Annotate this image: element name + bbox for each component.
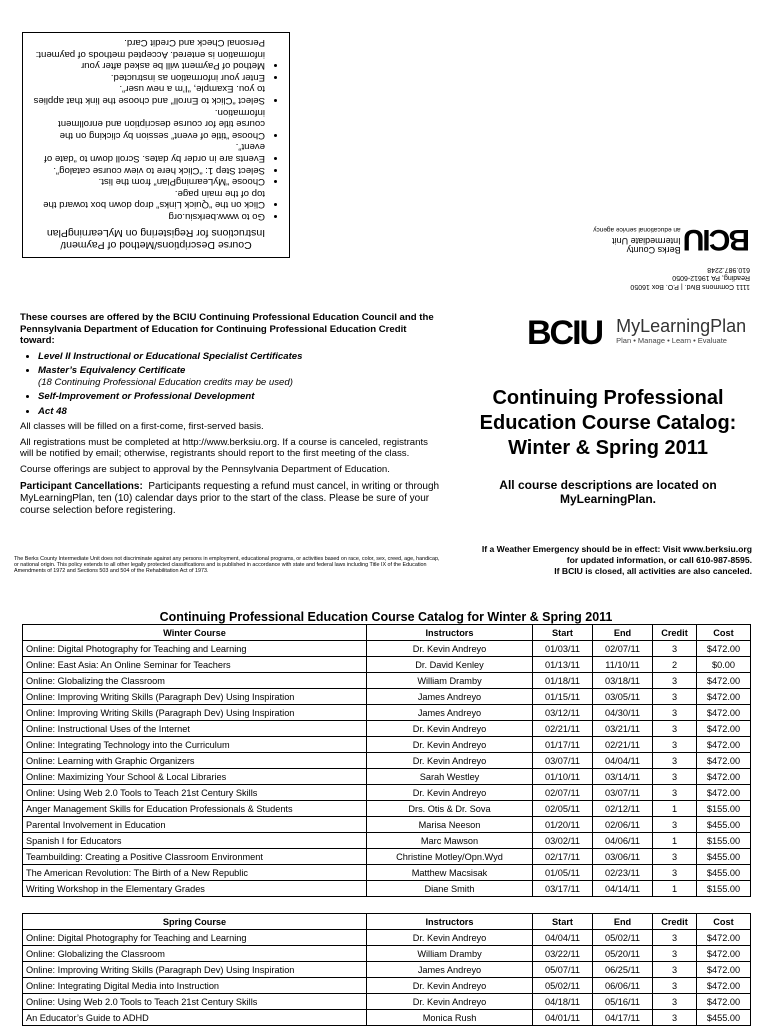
table-cell: 01/03/11 [533, 641, 593, 657]
column-header: Cost [697, 914, 751, 930]
table-cell: 3 [653, 673, 697, 689]
table-cell: 02/05/11 [533, 801, 593, 817]
table-cell: Dr. Kevin Andreyo [367, 978, 533, 994]
instruction-step: • Choose “MyLearningPlan” from the list. [33, 176, 265, 188]
table-row [23, 978, 751, 994]
table-cell: $455.00 [697, 1010, 751, 1026]
credit-item: • Act 48 [38, 406, 440, 418]
table-header-row [23, 914, 751, 930]
table-cell: 3 [653, 737, 697, 753]
table-cell: Dr. Kevin Andreyo [367, 994, 533, 1010]
table-cell: 03/06/11 [593, 849, 653, 865]
table-cell: Online: Globalizing the Classroom [23, 946, 367, 962]
table-cell: 05/02/11 [533, 978, 593, 994]
table-cell: 3 [653, 994, 697, 1010]
table-cell: 05/02/11 [593, 930, 653, 946]
course-descriptions-note: All course descriptions are located on MyLearningPlan. [499, 478, 717, 506]
table-cell: William Dramby [367, 946, 533, 962]
table-cell: The American Revolution: The Birth of a New Republic [23, 865, 367, 881]
table-cell: $472.00 [697, 673, 751, 689]
table-cell: James Andreyo [367, 705, 533, 721]
table-cell: 02/07/11 [533, 785, 593, 801]
table-cell: 3 [653, 753, 697, 769]
table-cell: 11/10/11 [593, 657, 653, 673]
table-cell: $472.00 [697, 994, 751, 1010]
table-cell: Online: Digital Photography for Teaching and Learning [23, 641, 367, 657]
table-cell: 3 [653, 641, 697, 657]
table-cell: 04/30/11 [593, 705, 653, 721]
table-cell: 01/05/11 [533, 865, 593, 881]
table-cell: Online: Globalizing the Classroom [23, 673, 367, 689]
column-header: Credit [653, 914, 697, 930]
credit-item: • Master’s Equivalency Certificate (18 Continuing Professional Education credits may be used) [38, 365, 440, 388]
spring-course-table [22, 913, 751, 1026]
table-cell: 06/25/11 [593, 962, 653, 978]
table-cell: 02/21/11 [593, 737, 653, 753]
reversed-logo-text: BCIU [684, 223, 750, 257]
table-cell: 02/06/11 [593, 817, 653, 833]
table-cell: 03/21/11 [593, 721, 653, 737]
table-row [23, 930, 751, 946]
reversed-address: 1111 Commons Blvd. | P.O. Box 16050 Reading, PA 19612-6050 610.987.2248 [630, 266, 750, 290]
weather-emergency-note: If a Weather Emergency should be in effect: Visit www.berksiu.org for updated information, or call 610-987-8595. If BCIU is closed, all activities are also canceled. [481, 544, 752, 576]
table-cell: Marc Mawson [367, 833, 533, 849]
credit-item: • Self-Improvement or Professional Development [38, 391, 440, 403]
instruction-step: • Choose “title of event” session by clicking on the course title for course description and enrollment information. [33, 106, 265, 141]
table-cell: 3 [653, 1010, 697, 1026]
table-row [23, 705, 751, 721]
table-cell: Online: Learning with Graphic Organizers [23, 753, 367, 769]
table-cell: 03/22/11 [533, 946, 593, 962]
table-header-row [23, 625, 751, 641]
table-cell: 1 [653, 881, 697, 897]
table-cell: 03/17/11 [533, 881, 593, 897]
table-cell: Dr. Kevin Andreyo [367, 737, 533, 753]
table-cell: $472.00 [697, 689, 751, 705]
table-cell: Dr. Kevin Andreyo [367, 753, 533, 769]
table-cell: $472.00 [697, 962, 751, 978]
credit-list [20, 351, 440, 418]
table-cell: Diane Smith [367, 881, 533, 897]
table-row [23, 994, 751, 1010]
table-row [23, 849, 751, 865]
credit-item: • Level II Instructional or Educational Specialist Certificates [38, 351, 440, 363]
column-header: Instructors [367, 625, 533, 641]
table-cell: 02/23/11 [593, 865, 653, 881]
column-header: End [593, 625, 653, 641]
mylearningplan-logo: MyLearningPlan Plan • Manage • Learn • Evaluate [616, 316, 747, 345]
table-cell: Online: Improving Writing Skills (Paragraph Dev) Using Inspiration [23, 962, 367, 978]
table-row [23, 689, 751, 705]
table-cell: Online: Using Web 2.0 Tools to Teach 21st Century Skills [23, 785, 367, 801]
table-cell: 01/10/11 [533, 769, 593, 785]
table-cell: $472.00 [697, 978, 751, 994]
table-cell: Monica Rush [367, 1010, 533, 1026]
instruction-step: • Method of Payment will be asked after your information is entered. Accepted methods of payment: Personal Check and Credit Card. [33, 37, 265, 72]
table-cell: $155.00 [697, 801, 751, 817]
column-header: Cost [697, 625, 751, 641]
table-cell: Teambuilding: Creating a Positive Classroom Environment [23, 849, 367, 865]
table-row [23, 673, 751, 689]
instruction-step: • Select Step 1: “Click here to view course catalog”. [33, 164, 265, 176]
cancellation-policy: Participant Cancellations: Participants requesting a refund must cancel, in writing or through MyLearningPlan, ten (10) calendar days prior to the start of the class. Please be sure of your course selection before registering. [20, 481, 440, 516]
table-cell: Online: Maximizing Your School & Local Libraries [23, 769, 367, 785]
instruction-step: • Events are in order by dates. Scroll down to “date of event”. [33, 141, 265, 164]
table-cell: 3 [653, 721, 697, 737]
table-cell: James Andreyo [367, 962, 533, 978]
table-cell: Dr. Kevin Andreyo [367, 721, 533, 737]
table-cell: 03/02/11 [533, 833, 593, 849]
intro-lead: These courses are offered by the BCIU Continuing Professional Education Council and the Pennsylvania Department of Education for Continuing Professional Education Credit toward: [20, 312, 434, 346]
instructions-box [22, 32, 290, 258]
bciu-logo: BCIU [527, 314, 603, 352]
column-header: Start [533, 914, 593, 930]
table-row [23, 641, 751, 657]
column-header: End [593, 914, 653, 930]
table-row [23, 769, 751, 785]
table-cell: 04/14/11 [593, 881, 653, 897]
table-cell: Online: Improving Writing Skills (Paragraph Dev) Using Inspiration [23, 705, 367, 721]
table-cell: Dr. Kevin Andreyo [367, 785, 533, 801]
table-cell: Parental Involvement in Education [23, 817, 367, 833]
table-cell: Online: Integrating Technology into the Curriculum [23, 737, 367, 753]
table-cell: 3 [653, 785, 697, 801]
table-row [23, 801, 751, 817]
table-cell: 01/17/11 [533, 737, 593, 753]
table-cell: 03/18/11 [593, 673, 653, 689]
column-header: Instructors [367, 914, 533, 930]
table-cell: 3 [653, 865, 697, 881]
table-row [23, 721, 751, 737]
instruction-step: • Click on the “Quick Links” drop down box toward the top of the main page. [33, 187, 265, 210]
table-row [23, 785, 751, 801]
table-cell: Anger Management Skills for Education Professionals & Students [23, 801, 367, 817]
instructions-list [33, 37, 279, 223]
table-cell: $155.00 [697, 881, 751, 897]
table-cell: $472.00 [697, 753, 751, 769]
table-cell: 03/07/11 [533, 753, 593, 769]
reversed-bciu-logo-block [560, 224, 750, 290]
table-cell: Spanish I for Educators [23, 833, 367, 849]
table-cell: An Educator’s Guide to ADHD [23, 1010, 367, 1026]
table-cell: $155.00 [697, 833, 751, 849]
table-cell: Online: Using Web 2.0 Tools to Teach 21st Century Skills [23, 994, 367, 1010]
table-row [23, 946, 751, 962]
table-cell: 3 [653, 817, 697, 833]
table-cell: $472.00 [697, 737, 751, 753]
table-cell: 05/16/11 [593, 994, 653, 1010]
table-cell: $472.00 [697, 721, 751, 737]
table-cell: Drs. Otis & Dr. Sova [367, 801, 533, 817]
table-cell: 03/05/11 [593, 689, 653, 705]
table-cell: Dr. David Kenley [367, 657, 533, 673]
nondiscrimination-disclaimer: The Berks County Intermediate Unit does not discriminate against any persons in employment, educational programs, or activities based on race, color, sex, creed, age, handicap, or national origin. This policy extends to all other legally protected classifications and is published in accordance with state and federal laws including Title IX of the Education Amendments of 1972 and Sections 503 and 504 of the Rehabilitation Act of 1973. [14, 556, 440, 575]
table-cell: 02/12/11 [593, 801, 653, 817]
table-cell: 04/18/11 [533, 994, 593, 1010]
table-cell: 01/20/11 [533, 817, 593, 833]
table-cell: James Andreyo [367, 689, 533, 705]
table-row [23, 753, 751, 769]
table-cell: 04/01/11 [533, 1010, 593, 1026]
table-cell: 3 [653, 705, 697, 721]
table-cell: 2 [653, 657, 697, 673]
intro-paragraph-2: All registrations must be completed at http://www.berksiu.org. If a course is canceled, registrants will be notified by email; otherwise, registrants should report to the first meeting of the class. [20, 436, 428, 459]
table-cell: Marisa Neeson [367, 817, 533, 833]
instruction-step: • Go to www.berksiu.org [33, 210, 265, 222]
table-row [23, 865, 751, 881]
table-cell: 1 [653, 833, 697, 849]
table-cell: Online: Improving Writing Skills (Paragraph Dev) Using Inspiration [23, 689, 367, 705]
table-row [23, 833, 751, 849]
table-cell: 06/06/11 [593, 978, 653, 994]
intro-paragraph-3: Course offerings are subject to approval by the Pennsylvania Department of Education. [20, 463, 390, 475]
table-cell: $455.00 [697, 849, 751, 865]
table-cell: $0.00 [697, 657, 751, 673]
table-cell: 04/06/11 [593, 833, 653, 849]
table-cell: 3 [653, 946, 697, 962]
winter-course-table [22, 624, 751, 897]
table-cell: $455.00 [697, 817, 751, 833]
table-cell: $472.00 [697, 946, 751, 962]
table-cell: 3 [653, 769, 697, 785]
table-cell: 3 [653, 962, 697, 978]
table-row [23, 962, 751, 978]
intro-section [20, 312, 440, 521]
table-cell: 05/07/11 [533, 962, 593, 978]
table-row [23, 817, 751, 833]
instruction-step: • Enter your information as instructed. [33, 71, 265, 83]
table-cell: $472.00 [697, 785, 751, 801]
table-cell: William Dramby [367, 673, 533, 689]
table-cell: 02/07/11 [593, 641, 653, 657]
reversed-logo-subtitle: Berks County Intermediate Unit an educational service agency [593, 226, 681, 256]
table-title: Continuing Professional Education Course Catalog for Winter & Spring 2011 [159, 610, 613, 624]
table-cell: 3 [653, 689, 697, 705]
intro-paragraph-1: All classes will be filled on a first-come, first-served basis. [20, 421, 264, 432]
table-cell: $472.00 [697, 769, 751, 785]
table-cell: 04/17/11 [593, 1010, 653, 1026]
table-cell: Online: Digital Photography for Teaching and Learning [23, 930, 367, 946]
table-row [23, 657, 751, 673]
table-cell: Online: Instructional Uses of the Internet [23, 721, 367, 737]
table-cell: 02/21/11 [533, 721, 593, 737]
table-row [23, 1010, 751, 1026]
table-cell: Sarah Westley [367, 769, 533, 785]
brand-logos [527, 316, 757, 356]
instructions-title: Course Descriptions/Method of Payment/ Instructions for Registering on MyLearningPlan [46, 227, 266, 251]
table-cell: 02/17/11 [533, 849, 593, 865]
column-header: Credit [653, 625, 697, 641]
table-cell: 3 [653, 930, 697, 946]
table-cell: 3 [653, 849, 697, 865]
table-cell: 03/12/11 [533, 705, 593, 721]
table-cell: 04/04/11 [533, 930, 593, 946]
table-cell: $455.00 [697, 865, 751, 881]
column-header: Start [533, 625, 593, 641]
table-cell: 1 [653, 801, 697, 817]
column-header: Spring Course [23, 914, 367, 930]
catalog-title: Continuing Professional Education Course Catalog: Winter & Spring 2011 [479, 387, 737, 459]
table-cell: Writing Workshop in the Elementary Grades [23, 881, 367, 897]
table-cell: 03/14/11 [593, 769, 653, 785]
column-header: Winter Course [23, 625, 367, 641]
table-cell: Christine Motley/Opn.Wyd [367, 849, 533, 865]
table-cell: 01/13/11 [533, 657, 593, 673]
table-cell: $472.00 [697, 641, 751, 657]
table-row [23, 737, 751, 753]
reversed-logo-mark [560, 223, 750, 257]
table-cell: 04/04/11 [593, 753, 653, 769]
table-cell: Matthew Macsisak [367, 865, 533, 881]
table-cell: $472.00 [697, 930, 751, 946]
table-cell: Dr. Kevin Andreyo [367, 930, 533, 946]
table-cell: Dr. Kevin Andreyo [367, 641, 533, 657]
table-cell: Online: Integrating Digital Media into Instruction [23, 978, 367, 994]
table-cell: 01/15/11 [533, 689, 593, 705]
table-cell: 03/07/11 [593, 785, 653, 801]
instruction-step: • Select “Click to Enroll” and choose the link that applies to you. Example, “I’m a new user”. [33, 83, 265, 106]
table-cell: 05/20/11 [593, 946, 653, 962]
table-cell: 01/18/11 [533, 673, 593, 689]
table-cell: $472.00 [697, 705, 751, 721]
table-cell: Online: East Asia: An Online Seminar for Teachers [23, 657, 367, 673]
table-row [23, 881, 751, 897]
table-cell: 3 [653, 978, 697, 994]
